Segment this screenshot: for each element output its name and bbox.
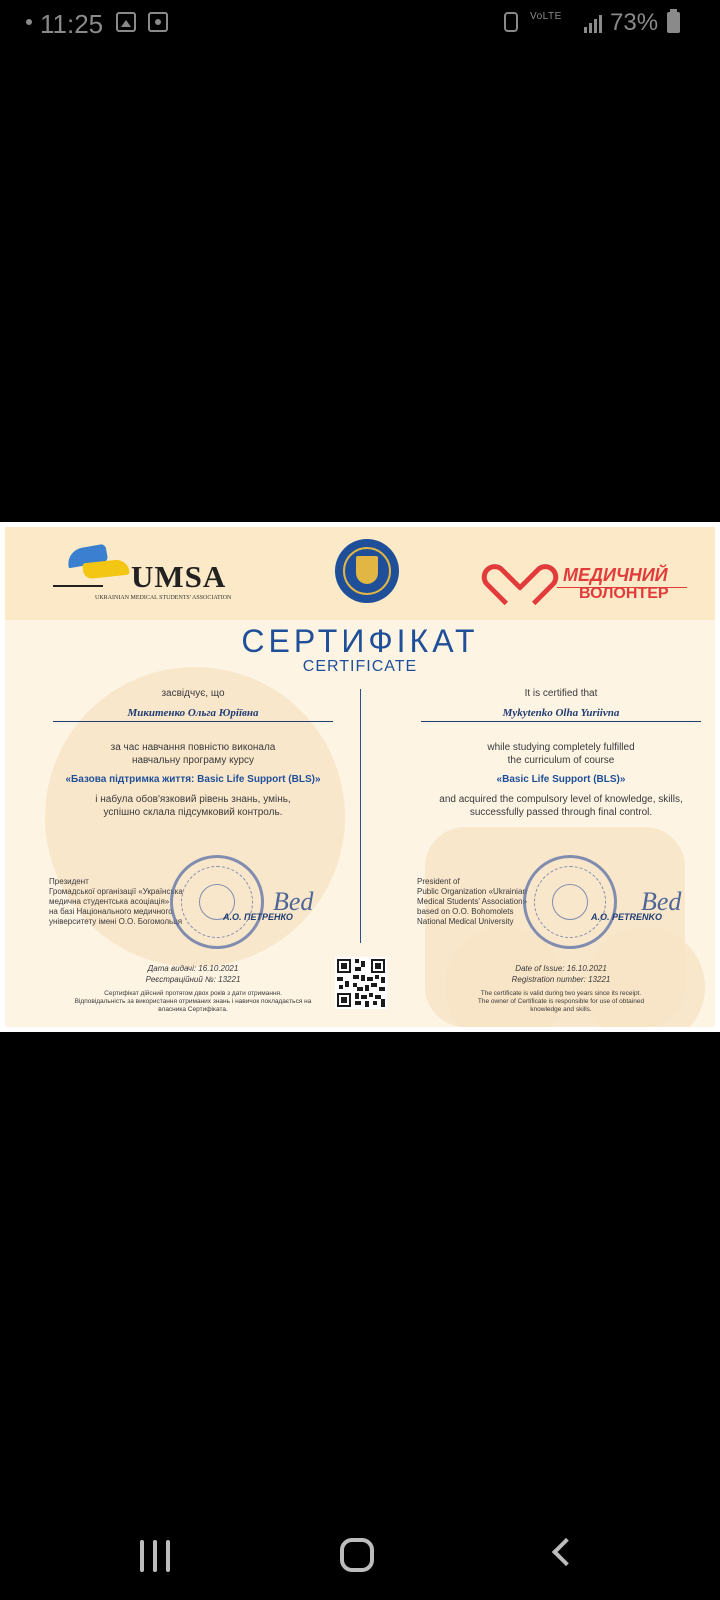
recents-button[interactable]: [140, 1540, 170, 1572]
certifies-text: засвідчує, що: [161, 688, 225, 699]
disclaimer-line: Відповідальність за використання отриманих знань і навичок покладається на: [74, 998, 312, 1005]
qr-code: [335, 957, 387, 1009]
signer-name: A.O. PETRENKO: [591, 912, 663, 922]
body-line-1: за час навчання повністю виконала: [110, 742, 276, 753]
registration-number: Registration number: 13221: [511, 975, 611, 984]
body-line-3: і набула обов'язковий рівень знань, умінь,: [95, 794, 291, 805]
signatory-line: President of: [417, 877, 460, 886]
certificate-image[interactable]: [0, 522, 720, 1032]
navigation-bar: [0, 1510, 720, 1600]
disclaimer-line: власника Сертифіката.: [158, 1006, 228, 1013]
signer-name: А.О. ПЕТРЕНКО: [223, 912, 293, 922]
certifies-text: It is certified that: [524, 688, 598, 699]
status-time: 11:25: [40, 9, 104, 39]
body-line-3: and acquired the compulsory level of knowledge, skills,: [439, 794, 683, 805]
signature-mark: Bed: [273, 887, 314, 916]
recipient-name: Mykytenko Olha Yuriivna: [502, 707, 620, 719]
signatory-line: Public Organization «Ukrainian: [417, 887, 527, 896]
volunteer-subtitle: ВОЛОНТЕР: [579, 585, 669, 602]
signatory-line: National Medical University: [417, 917, 514, 926]
body-line-4: успішно склала підсумковий контроль.: [103, 807, 283, 818]
registration-number: Реєстраційний №: 13221: [145, 975, 241, 984]
disclaimer-line: The certificate is valid during two years since its receipt.: [480, 990, 642, 997]
recipient-name: Микитенко Ольга Юріївна: [127, 707, 259, 719]
ukrainian-column: [33, 527, 353, 1027]
umsa-wordmark: UMSA: [131, 559, 227, 594]
issue-date: Дата видачі: 16.10.2021: [147, 964, 239, 973]
official-stamp: [523, 855, 617, 949]
body-line-4: successfully passed through final control.: [469, 807, 653, 818]
signatory-line: медична студентська асоціація»: [49, 897, 170, 906]
certificate-title: СЕРТИФІКАТ: [241, 623, 479, 659]
course-name: «Базова підтримка життя: Basic Life Support (BLS)»: [65, 774, 321, 785]
signal-strength-icon: [584, 13, 602, 33]
body-line-2: навчальну програму курсу: [131, 755, 255, 766]
back-button[interactable]: [552, 1538, 580, 1566]
signatory-line: Medical Students' Association»: [417, 897, 528, 906]
body-line-2: the curriculum of course: [507, 755, 615, 766]
english-column: [401, 527, 715, 1027]
battery-icon: [667, 12, 680, 33]
volte-indicator: VoLTE: [530, 11, 562, 22]
app-notification-icon: [148, 12, 168, 32]
signature-mark: Bed: [641, 887, 682, 916]
official-stamp: [170, 855, 264, 949]
signatory-line: based on O.O. Bohomolets: [417, 907, 514, 916]
disclaimer-line: Сертифікат дійсний протягом двох років з дати отримання.: [104, 990, 282, 997]
certificate-sheet: [5, 527, 715, 1027]
issue-date: Date of Issue: 16.10.2021: [515, 964, 607, 973]
signatory-line: університету імені О.О. Богомольця: [49, 917, 183, 926]
body-line-1: while studying completely fulfilled: [487, 742, 635, 753]
notification-dot-icon: [26, 19, 32, 25]
battery-percent: 73%: [610, 9, 659, 36]
alarm-icon: [504, 12, 518, 32]
signatory-line: Президент: [49, 877, 89, 886]
certificate-subtitle: CERTIFICATE: [302, 658, 418, 675]
umsa-subtitle: UKRAINIAN MEDICAL STUDENTS' ASSOCIATION: [95, 595, 232, 601]
status-bar: [0, 0, 720, 46]
signatory-line: на базі Національного медичного: [49, 907, 173, 916]
home-button[interactable]: [340, 1538, 374, 1572]
column-divider: [360, 689, 361, 943]
gallery-notification-icon: [116, 12, 136, 32]
volunteer-title: МЕДИЧНИЙ: [563, 565, 668, 585]
disclaimer-line: knowledge and skills.: [530, 1006, 592, 1013]
disclaimer-line: The owner of Certificate is responsible for use of obtained: [477, 998, 645, 1005]
course-name: «Basic Life Support (BLS)»: [496, 774, 626, 785]
signatory-line: Громадської організації «Українська: [49, 887, 183, 896]
